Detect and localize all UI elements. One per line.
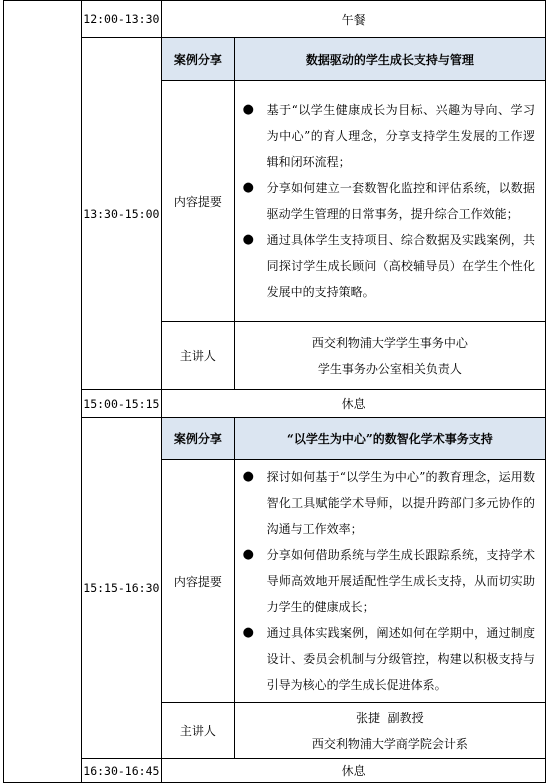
content-summary-label: 内容提要: [162, 460, 235, 703]
content-summary-cell: [234, 460, 545, 703]
content-summary-label: 内容提要: [162, 81, 235, 322]
time-cell: 16:30-16:45: [81, 759, 162, 783]
break-label: 休息: [162, 390, 546, 418]
bullet-text: 探讨如何基于“以学生为中心”的教育理念，运用数智化工具赋能学术导师，以提升跨部门多元协作的沟通与工作效率；: [266, 470, 535, 536]
break-label: 休息: [162, 759, 546, 783]
case-share-label: 案例分享: [162, 38, 235, 81]
speaker-line: 学生事务办公室相关负责人: [317, 361, 462, 376]
bullet-text: 通过具体实践案例，阐述如何在学期中，通过制度设计、委员会机制与分级管控，构建以积极支持与引导为核心的学生成长促进体系。: [266, 626, 535, 692]
bullet-icon: ●: [242, 102, 255, 117]
list-item: [243, 464, 535, 542]
agenda-table: [3, 0, 546, 783]
speaker-label: 主讲人: [162, 703, 235, 759]
table-row: [4, 38, 546, 81]
content-summary-cell: [234, 81, 545, 322]
bullet-text: 分享如何建立一套数智化监控和评估系统，以数据驱动学生管理的日常事务，提升综合工作效能；: [266, 181, 535, 221]
bullet-list: [235, 460, 545, 702]
table-row: [4, 1, 546, 38]
speaker-cell: [234, 703, 545, 759]
list-item: [243, 542, 535, 620]
table-row: [4, 418, 546, 460]
bullet-text: 分享如何借助系统与学生成长跟踪系统，支持学术导师高效地开展适配性学生成长支持，从而切实助力学生的健康成长；: [266, 548, 535, 614]
table-row: [4, 759, 546, 783]
lunch-label: 午餐: [162, 1, 546, 38]
speaker-label: 主讲人: [162, 322, 235, 390]
list-item: [243, 227, 535, 305]
speaker-line: 西交利物浦大学商学院会计系: [311, 736, 468, 751]
bullet-icon: ●: [242, 469, 255, 484]
time-cell: 15:15-16:30: [81, 418, 162, 759]
bullet-list: [235, 93, 545, 309]
table-row: [4, 390, 546, 418]
case-title: 数据驱动的学生成长支持与管理: [234, 38, 545, 81]
speaker-line: 张捷 副教授: [356, 710, 424, 725]
left-margin-cell: [4, 1, 82, 783]
list-item: [243, 620, 535, 698]
speaker-cell: [234, 322, 545, 390]
bullet-icon: ●: [242, 625, 255, 640]
bullet-icon: ●: [242, 180, 255, 195]
bullet-icon: ●: [242, 232, 255, 247]
time-cell: 15:00-15:15: [81, 390, 162, 418]
bullet-text: 通过具体学生支持项目、综合数据及实践案例，共同探讨学生成长顾问（高校辅导员）在学生个性化发展中的支持策略。: [266, 233, 535, 299]
bullet-icon: ●: [242, 547, 255, 562]
case-title: “以学生为中心”的数智化学术事务支持: [234, 418, 545, 460]
speaker-line: 西交利物浦大学学生事务中心: [311, 335, 468, 350]
list-item: [243, 175, 535, 227]
bullet-text: 基于“以学生健康成长为目标、兴趣为导向、学习为中心”的育人理念，分享支持学生发展的工作逻辑和闭环流程；: [266, 103, 535, 169]
list-item: [243, 97, 535, 175]
time-cell: 12:00-13:30: [81, 1, 162, 38]
time-cell: 13:30-15:00: [81, 38, 162, 390]
case-share-label: 案例分享: [162, 418, 235, 460]
